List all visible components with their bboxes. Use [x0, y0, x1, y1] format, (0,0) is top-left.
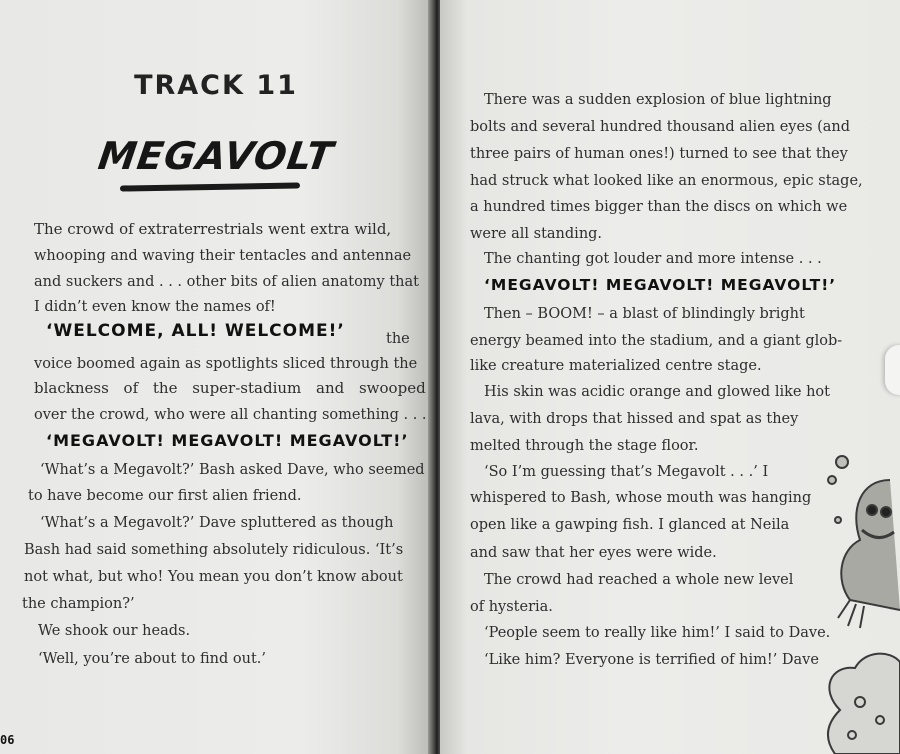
- chapter-title: MEGAVOLT: [95, 134, 337, 178]
- shout-megavolt: ‘MEGAVOLT! MEGAVOLT! MEGAVOLT!’: [484, 276, 837, 294]
- shout-welcome: ‘WELCOME, ALL! WELCOME!’: [46, 321, 345, 341]
- body-line: The crowd of extraterrestrials went extra wild,: [34, 220, 392, 238]
- body-line: ‘So I’m guessing that’s Megavolt . . .’ I: [484, 464, 769, 480]
- body-line: energy beamed into the stadium, and a giant glob-: [470, 333, 843, 349]
- shout-megavolt: ‘MEGAVOLT! MEGAVOLT! MEGAVOLT!’: [46, 431, 409, 450]
- body-line: Bash had said something absolutely ridiculous. ‘It’s: [24, 542, 404, 558]
- monster-illustration: [820, 440, 900, 754]
- body-line: We shook our heads.: [38, 623, 191, 639]
- body-line: the champion?’: [22, 596, 135, 612]
- left-page: [0, 0, 432, 754]
- body-line: voice boomed again as spotlights sliced through the: [34, 356, 418, 372]
- body-line: blackness of the super-stadium and swooped: [34, 379, 426, 397]
- body-line: like creature materialized centre stage.: [470, 358, 762, 374]
- body-line: ‘What’s a Megavolt?’ Bash asked Dave, who seemed: [40, 462, 425, 478]
- page-tab: [885, 345, 900, 395]
- body-line: I didn’t even know the names of!: [34, 299, 276, 315]
- body-line: three pairs of human ones!) turned to see that they: [470, 146, 848, 162]
- body-line: a hundred times bigger than the discs on which we: [470, 199, 848, 215]
- body-line: whispered to Bash, whose mouth was hanging: [470, 490, 812, 506]
- body-line: ‘Well, you’re about to find out.’: [38, 651, 267, 667]
- body-line: had struck what looked like an enormous, epic stage,: [470, 173, 863, 189]
- body-line: of hysteria.: [470, 599, 553, 615]
- body-line: ‘What’s a Megavolt?’ Dave spluttered as though: [40, 515, 394, 531]
- body-line: There was a sudden explosion of blue lightning: [484, 92, 832, 108]
- body-line: to have become our first alien friend.: [28, 488, 302, 504]
- body-line: over the crowd, who were all chanting something . . .: [34, 407, 427, 423]
- body-line: whooping and waving their tentacles and antennae: [34, 248, 412, 264]
- page-number: 06: [0, 733, 15, 747]
- body-line: ‘Like him? Everyone is terrified of him!’ Dave: [484, 652, 819, 668]
- body-line: ‘People seem to really like him!’ I said to Dave.: [484, 625, 831, 641]
- body-line: the: [386, 331, 410, 347]
- body-line: melted through the stage floor.: [470, 438, 699, 454]
- body-line: Then – BOOM! – a blast of blindingly bright: [484, 306, 805, 322]
- body-line: lava, with drops that hissed and spat as they: [470, 411, 799, 427]
- title-underline: [120, 182, 300, 191]
- body-line: open like a gawping fish. I glanced at Neila: [470, 517, 790, 533]
- body-line: and saw that her eyes were wide.: [470, 545, 717, 561]
- body-line: bolts and several hundred thousand alien eyes (and: [470, 119, 851, 135]
- body-line: were all standing.: [470, 226, 603, 242]
- body-line: and suckers and . . . other bits of alien anatomy that: [34, 274, 419, 290]
- body-line: The crowd had reached a whole new level: [484, 572, 794, 588]
- body-line: His skin was acidic orange and glowed like hot: [484, 384, 830, 400]
- body-line: not what, but who! You mean you don’t know about: [24, 569, 403, 585]
- body-line: The chanting got louder and more intense . . .: [484, 251, 822, 267]
- track-label: TRACK 11: [134, 70, 298, 101]
